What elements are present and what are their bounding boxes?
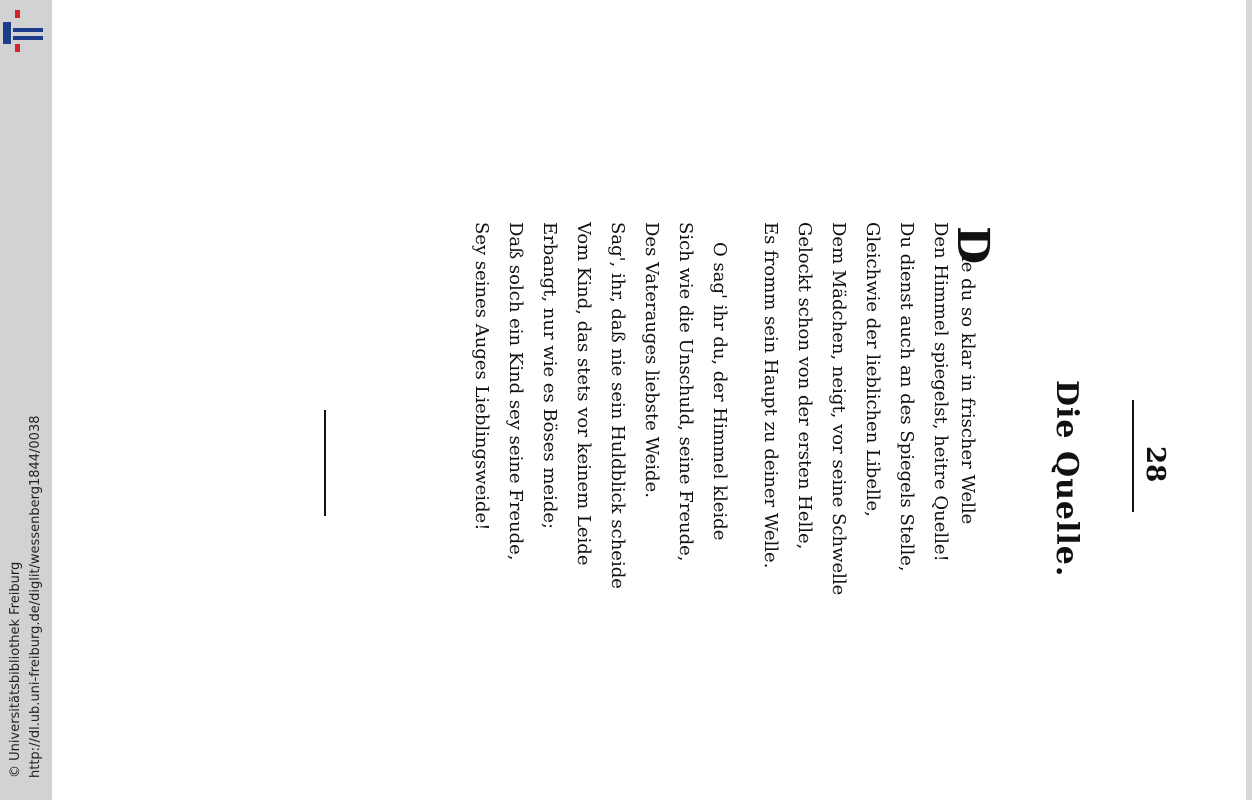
source-url[interactable]: http://dl.ub.uni-freiburg.de/diglit/wessenberg1844/0038 [28,415,43,778]
verse-line: Gleichwie der lieblichen Libelle, [862,222,883,517]
drop-cap: D [947,226,998,265]
verse-line: Sag', ihr, daß nie sein Huldblick scheide [607,222,628,589]
end-rule [324,410,326,516]
verse-line: Dem Mädchen, neigt, vor seine Schwelle [828,222,849,596]
verse-line: Gelockt schon von der ersten Helle, [794,222,815,550]
verse-line: ie du so klar in frischer Welle [957,256,978,525]
verse-line: Erbangt, nur wie es Böses meide; [539,222,560,530]
poem-title: Die Quelle. [1049,380,1084,578]
verse-line: Du dienst auch an des Spiegels Stelle, [896,222,917,572]
verse-line: Vom Kind, das stets vor keinem Leide [573,222,594,566]
verse-line: Es fromm sein Haupt zu deiner Welle. [760,222,781,569]
verse-line: Daß solch ein Kind sey seine Freude, [505,222,526,561]
verse-line: Des Vaterauges liebste Weide. [641,222,662,498]
copyright-notice: © Universitätsbibliothek Freiburg [8,561,23,778]
verse-line: Sey seines Auges Lieblingsweide! [471,222,492,531]
page-number: 28 [1140,446,1170,483]
verse-line: O sag' ihr du, der Himmel kleide [709,242,730,541]
header-rule [1132,400,1134,512]
verse-line: Sich wie die Unschuld, seine Freude, [675,222,696,562]
verse-line: Den Himmel spiegelst, heitre Quelle! [930,222,951,562]
